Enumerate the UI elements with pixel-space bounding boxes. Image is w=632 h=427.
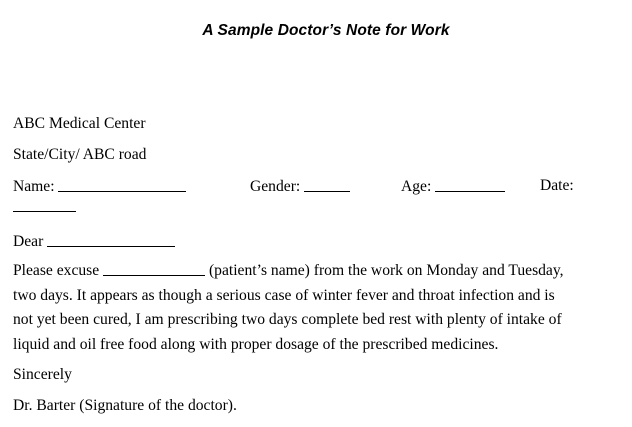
paragraph-line-1-end: (patient’s name) from the work on Monday and Tuesday, [208,262,564,279]
date-blank-row [13,196,76,217]
name-label: Name: [13,178,55,195]
gender-field [250,176,350,197]
gender-blank [304,177,350,192]
closing: Sincerely [13,366,72,383]
paragraph-line-2: two days. It appears as though a serious case of winter fever and throat infection and is [13,286,555,304]
paragraph-line-3: not yet been cured, I am prescribing two days complete bed rest with plenty of intake of [13,311,562,328]
patient-name-blank [103,261,205,276]
age-label: Age: [401,178,432,195]
age-field [401,176,505,197]
patient-name-field [13,176,186,197]
date-blank [13,197,76,212]
date-label: Date: [540,177,574,194]
signature-line: Dr. Barter (Signature of the doctor). [13,397,237,414]
salutation-blank [47,232,175,247]
clinic-name: ABC Medical Center [13,115,146,132]
paragraph-line-1-start: Please excuse [13,262,100,279]
gender-label: Gender: [250,178,301,195]
paragraph-line-4: liquid and oil free food along with proper dosage of the prescribed medicines. [13,335,499,353]
document-title: A Sample Doctor’s Note for Work [202,22,450,39]
age-blank [435,177,505,192]
note-paragraph [13,259,625,357]
clinic-address: State/City/ ABC road [13,146,147,163]
paragraph-line-1 [13,259,625,284]
date-field [540,176,574,196]
salutation-line [13,231,175,252]
name-blank [58,177,186,192]
salutation: Dear [13,233,44,250]
